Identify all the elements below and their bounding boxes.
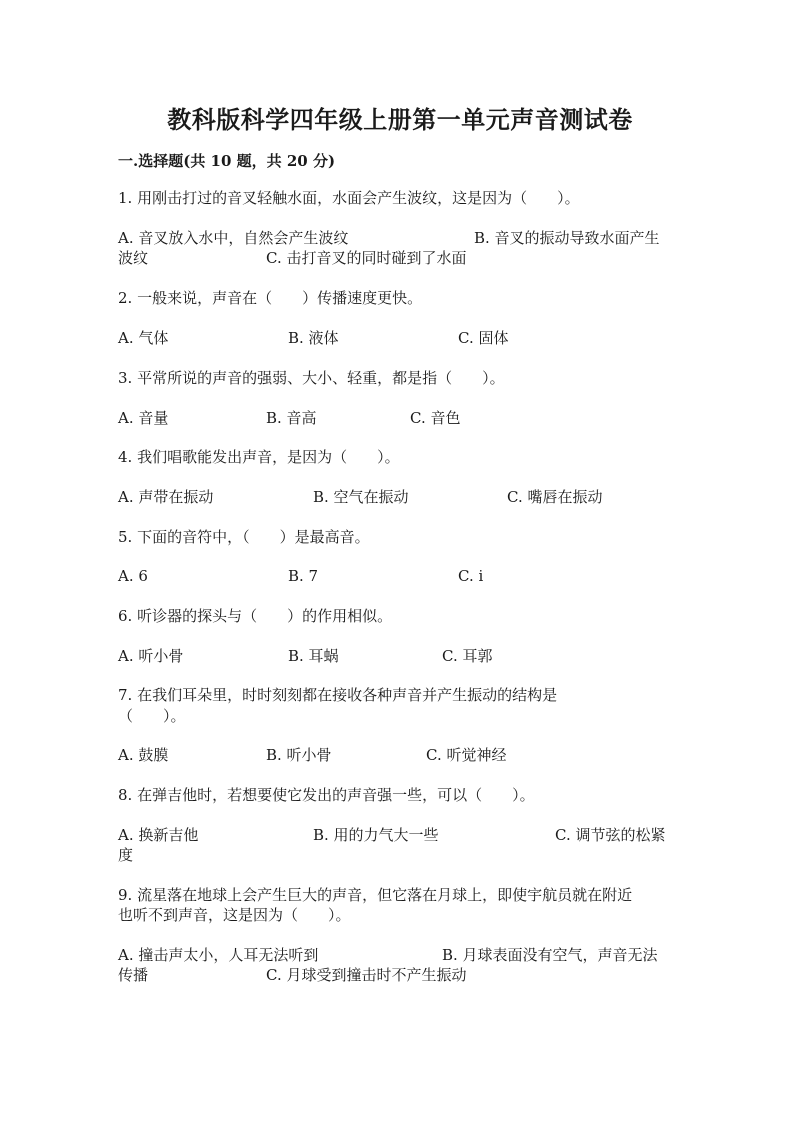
question-7-stem-continued: （ ）。 xyxy=(118,707,186,725)
question-8-option-b: B. 用的力气大一些 xyxy=(313,826,439,844)
section-heading: 一.选择题(共 10 题，共 20 分) xyxy=(118,152,336,170)
question-8-option-c: C. 调节弦的松紧 xyxy=(555,826,666,844)
question-1-option-a: A. 音叉放入水中，自然会产生波纹 xyxy=(118,229,349,247)
question-9-stem-continued: 也听不到声音，这是因为（ ）。 xyxy=(118,906,351,924)
question-2-stem: 2. 一般来说，声音在（ ）传播速度更快。 xyxy=(118,289,423,307)
question-9-option-b-continued: 传播 xyxy=(118,966,149,984)
question-2-option-a: A. 气体 xyxy=(118,329,169,347)
question-4-option-b: B. 空气在振动 xyxy=(313,488,409,506)
question-6-option-a: A. 听小骨 xyxy=(118,647,184,665)
question-4-option-c: C. 嘴唇在振动 xyxy=(507,488,603,506)
question-3-option-c: C. 音色 xyxy=(410,409,461,427)
question-9-option-a: A. 撞击声太小，人耳无法听到 xyxy=(118,946,319,964)
question-2-option-b: B. 液体 xyxy=(288,329,339,347)
question-6-stem: 6. 听诊器的探头与（ ）的作用相似。 xyxy=(118,607,393,625)
question-7-option-a: A. 鼓膜 xyxy=(118,746,169,764)
question-7-option-c: C. 听觉神经 xyxy=(426,746,507,764)
question-5-stem: 5. 下面的音符中，（ ）是最高音。 xyxy=(118,528,370,546)
question-9-option-c: C. 月球受到撞击时不产生振动 xyxy=(266,966,467,984)
question-8-stem: 8. 在弹吉他时，若想要使它发出的声音强一些，可以（ ）。 xyxy=(118,786,535,804)
question-2-option-c: C. 固体 xyxy=(458,329,509,347)
question-9-option-b: B. 月球表面没有空气，声音无法 xyxy=(442,946,658,964)
question-5-option-b: B. 7 xyxy=(288,567,319,585)
question-1-stem: 1. 用刚击打过的音叉轻触水面，水面会产生波纹，这是因为（ ）。 xyxy=(118,189,580,207)
question-3-option-b: B. 音高 xyxy=(266,409,317,427)
question-4-option-a: A. 声带在振动 xyxy=(118,488,214,506)
question-1-option-b: B. 音叉的振动导致水面产生 xyxy=(474,229,660,247)
page-title: 教科版科学四年级上册第一单元声音测试卷 xyxy=(167,105,633,134)
question-7-stem: 7. 在我们耳朵里，时时刻刻都在接收各种声音并产生振动的结构是 xyxy=(118,686,558,704)
question-5-option-c: C. i xyxy=(458,567,484,585)
question-5-option-a: A. 6 xyxy=(118,567,148,585)
question-9-stem: 9. 流星落在地球上会产生巨大的声音，但它落在月球上，即使宇航员就在附近 xyxy=(118,886,633,904)
question-3-option-a: A. 音量 xyxy=(118,409,169,427)
question-4-stem: 4. 我们唱歌能发出声音，是因为（ ）。 xyxy=(118,448,400,466)
question-7-option-b: B. 听小骨 xyxy=(266,746,332,764)
question-6-option-b: B. 耳蜗 xyxy=(288,647,339,665)
question-1-option-c: C. 击打音叉的同时碰到了水面 xyxy=(266,249,467,267)
question-8-option-c-continued: 度 xyxy=(118,846,134,864)
question-8-option-a: A. 换新吉他 xyxy=(118,826,199,844)
question-6-option-c: C. 耳郭 xyxy=(442,647,493,665)
question-1-option-b-continued: 波纹 xyxy=(118,249,149,267)
question-3-stem: 3. 平常所说的声音的强弱、大小、轻重，都是指（ ）。 xyxy=(118,369,505,387)
